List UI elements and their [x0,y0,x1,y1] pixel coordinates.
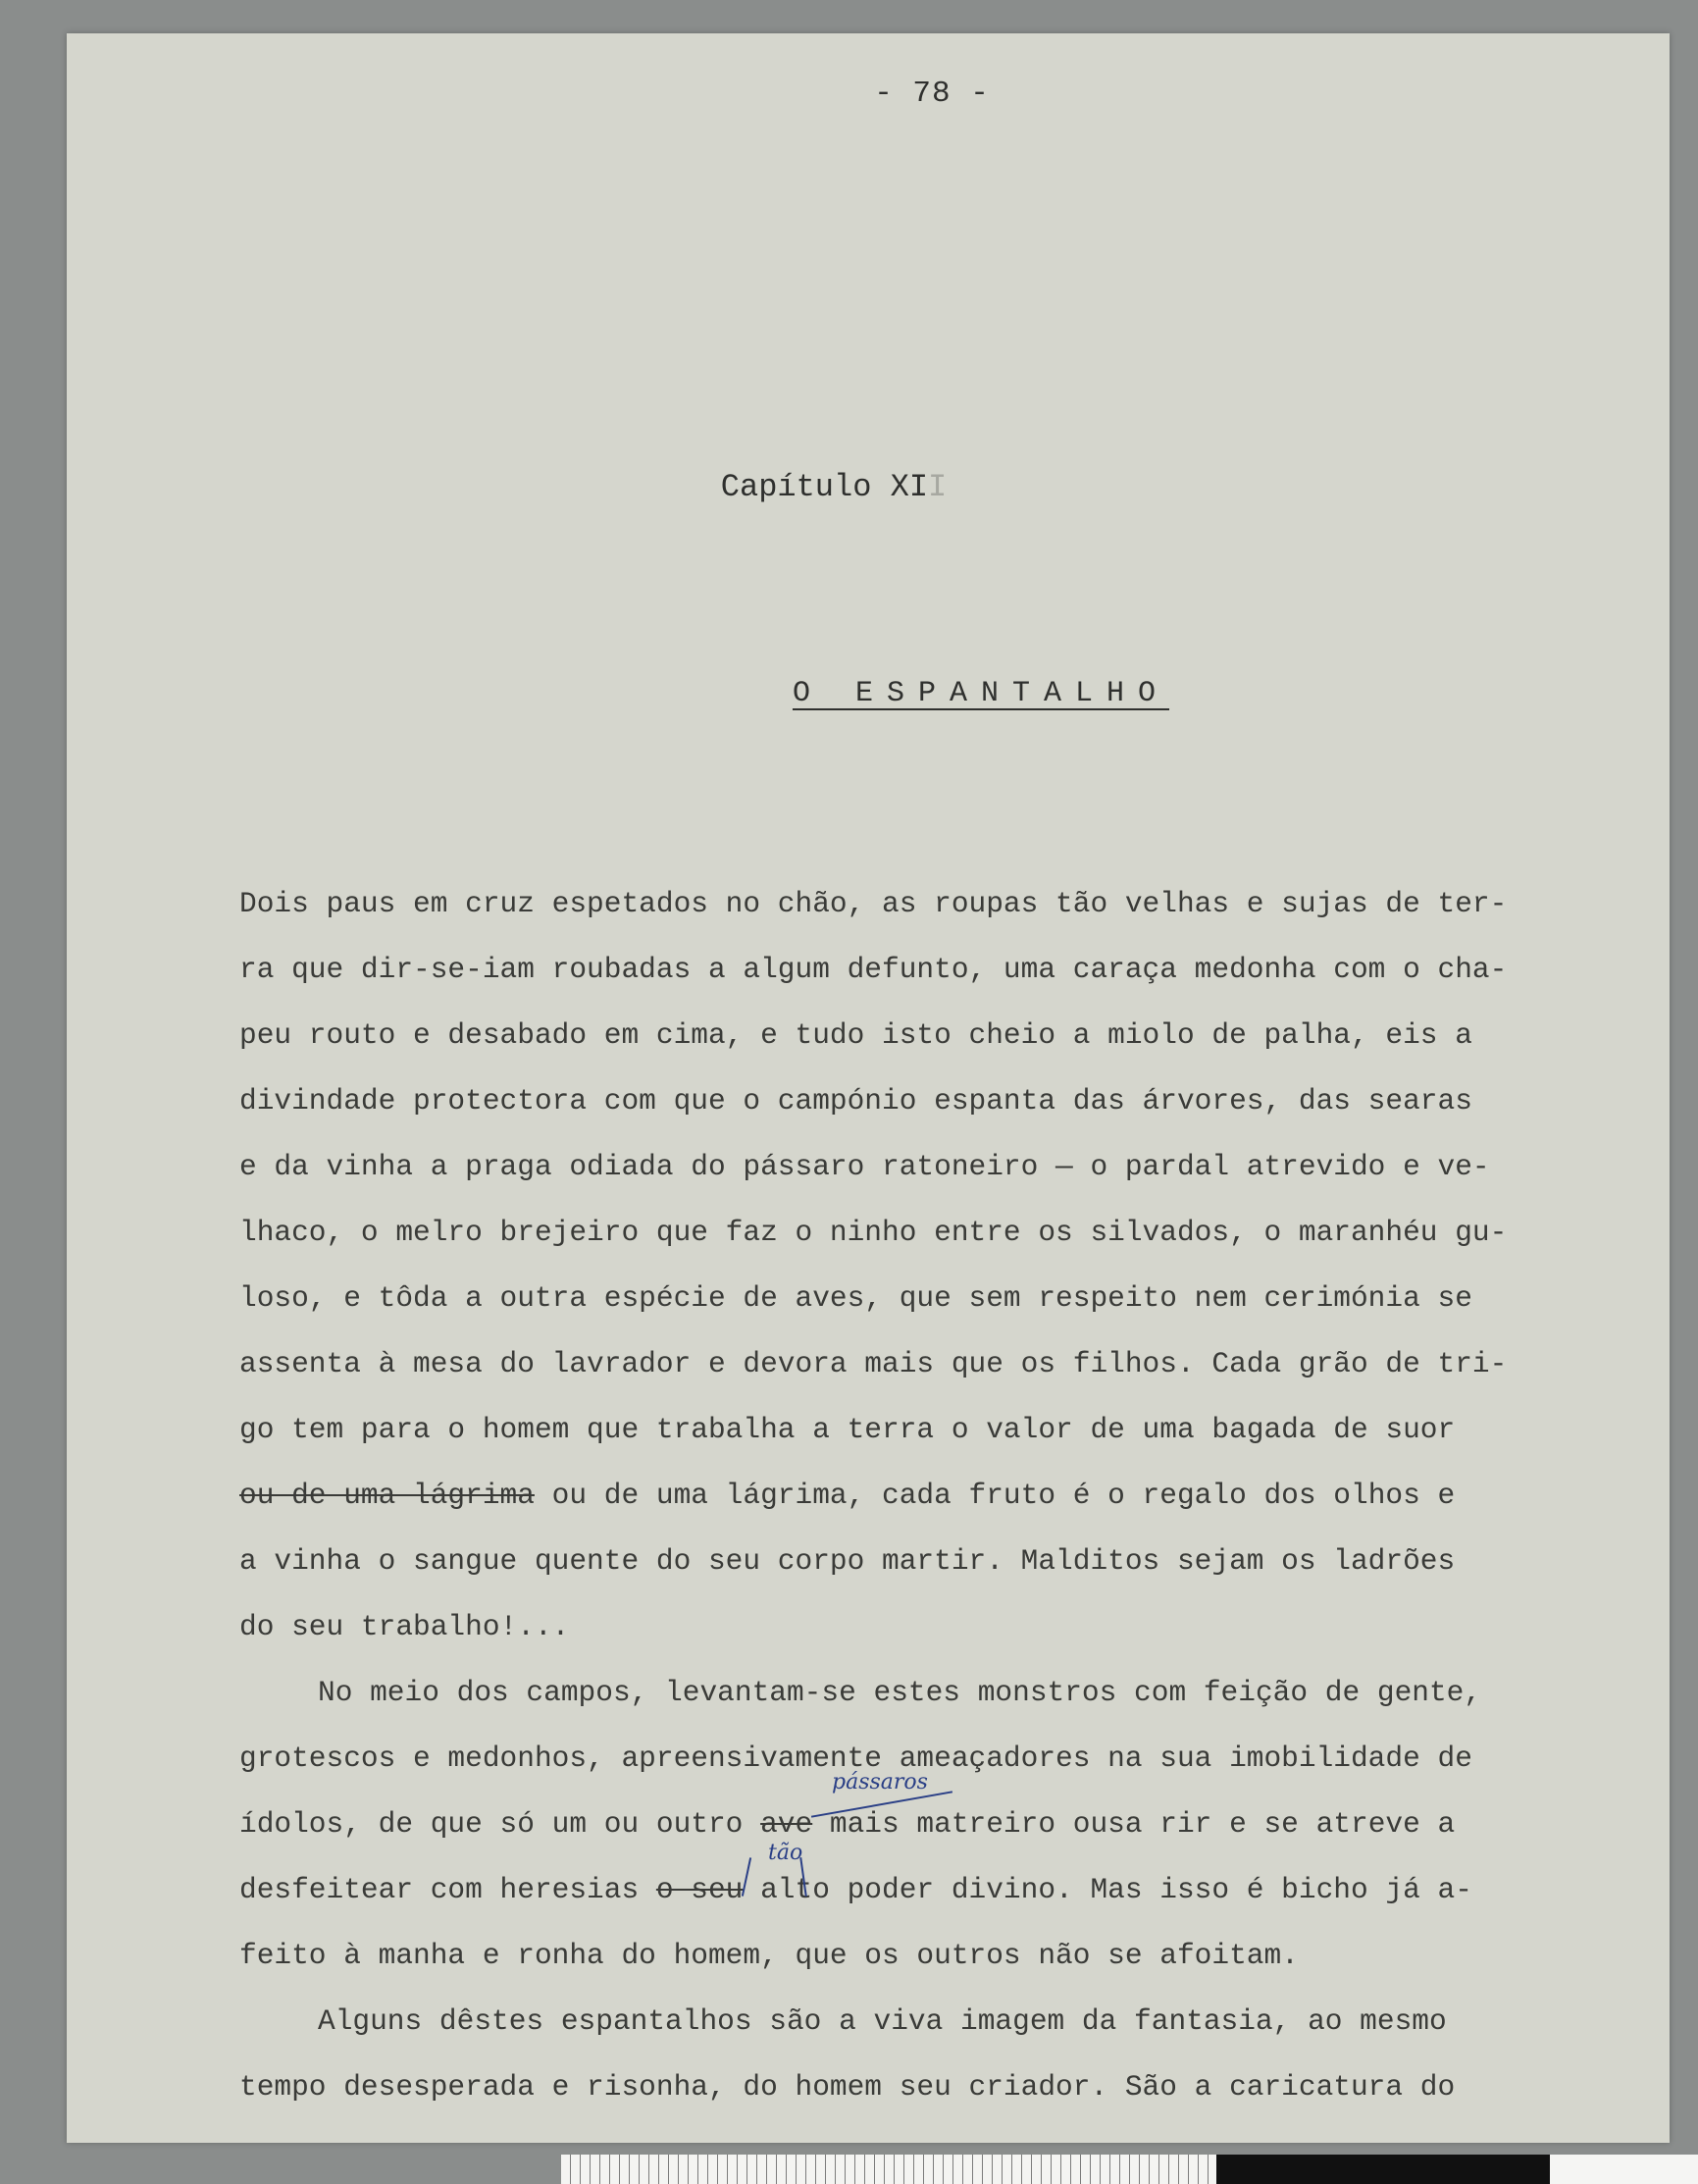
text-line-segment: ou de uma lágrima, cada fruto é o regalo dos olhos e [534,1479,1456,1512]
text-line-segment: Alguns dêstes espantalhos são a viva imagem da fantasia, ao mesmo [318,2004,1447,2038]
struck-out-text: ave [760,1807,813,1841]
text-line [239,1989,1632,2054]
text-line-segment: peu routo e desabado em cima, e tudo isto cheio a miolo de palha, eis a [239,1018,1472,1052]
text-line [239,1003,1632,1068]
text-line [239,1266,1632,1331]
text-line [239,1463,1632,1529]
handwritten-annotation-tao: tão [768,1841,803,1865]
text-line [239,1726,1632,1792]
page-number: - 78 - [874,77,990,111]
text-line [239,1857,1632,1923]
text-line [239,1200,1632,1266]
text-line-segment: Dois paus em cruz espetados no chão, as roupas tão velhas e sujas de ter- [239,887,1508,920]
struck-out-text: o seu [655,1873,744,1906]
text-line-segment: loso, e tôda a outra espécie de aves, que sem respeito nem cerimónia se [239,1281,1472,1315]
text-line [239,1594,1632,1660]
text-line [239,1397,1632,1463]
color-scale-white-patch [1550,2155,1698,2184]
text-line-segment: feito à manha e ronha do homem, que os outros não se afoitam. [239,1939,1299,1972]
text-line-segment: do seu trabalho!... [239,1610,570,1643]
handwritten-annotation-passaros: pássaros [832,1770,928,1794]
text-line [239,1331,1632,1397]
text-line-segment: alto poder divino. Mas isso é bicho já a- [743,1873,1472,1906]
text-line-segment: assenta à mesa do lavrador e devora mais que os filhos. Cada grão de tri- [239,1347,1508,1380]
text-line-segment: go tem para o homem que trabalha a terra o valor de uma bagada de suor [239,1413,1456,1446]
text-line-segment: a vinha o sangue quente do seu corpo martir. Malditos sejam os ladrões [239,1544,1456,1578]
text-line [239,1923,1632,1989]
text-line [239,1134,1632,1200]
chapter-heading [687,469,981,505]
text-line-segment: divindade protectora com que o campónio espanta das árvores, das searas [239,1084,1472,1118]
chapter-title: O ESPANTALHO [792,677,1170,710]
text-line-segment: No meio dos campos, levantam-se estes monstros com feição de gente, [318,1676,1482,1709]
chapter-faded-suffix: I [928,469,948,505]
text-line [239,937,1632,1003]
color-scale-black-patch [1216,2155,1550,2184]
text-line-segment: e da vinha a praga odiada do pássaro ratoneiro — o pardal atrevido e ve- [239,1150,1490,1183]
text-line-segment: tempo desesperada e risonha, do homem seu criador. São a caricatura do [239,2070,1456,2104]
text-line-segment: ídolos, de que só um ou outro [239,1807,761,1841]
chapter-label: Capítulo XI [720,469,929,505]
text-line-segment: ra que dir-se-iam roubadas a algum defunto, uma caraça medonha com o cha- [239,953,1508,986]
text-line [239,1529,1632,1594]
text-line-segment: desfeitear com heresias [239,1873,656,1906]
text-line [239,2054,1632,2120]
typed-body-text [239,871,1632,2120]
text-line [239,871,1632,937]
text-line-segment: grotescos e medonhos, apreensivamente ameaçadores na sua imobilidade de [239,1742,1472,1775]
text-line [239,1792,1632,1857]
struck-out-text: ou de uma lágrima [239,1479,535,1512]
text-line-segment: lhaco, o melro brejeiro que faz o ninho entre os silvados, o maranhéu gu- [239,1216,1508,1249]
text-line [239,1660,1632,1726]
text-line-segment: mais matreiro ousa rir e se atreve a [812,1807,1456,1841]
text-line [239,1068,1632,1134]
